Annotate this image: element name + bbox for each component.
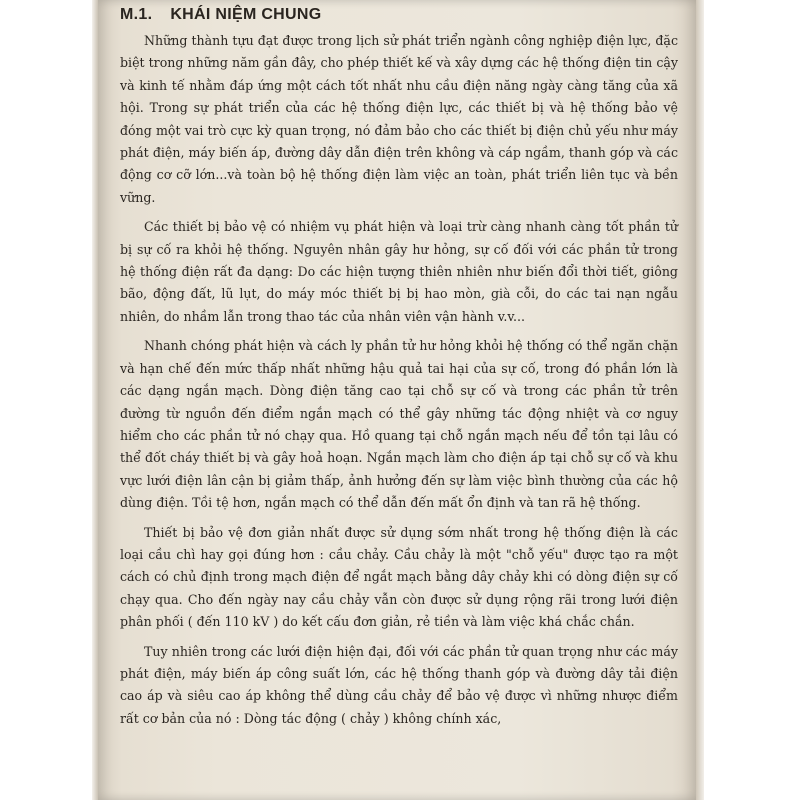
section-number: M.1. [120, 6, 153, 23]
paragraph-5: Tuy nhiên trong các lưới điện hiện đại, đối với các phần tử quan trọng như các máy phát điện, máy biến áp công suất lớn, các hệ thống thanh góp và đường dây tải điện cao áp và siêu cao áp không thể dùng cầu chảy để bảo vệ được vì những nhược điểm rất cơ bản của nó : Dòng tác động ( chảy ) không chính xác, [120, 643, 678, 726]
paragraph-2: Các thiết bị bảo vệ có nhiệm vụ phát hiện và loại trừ càng nhanh càng tốt phần tử bị sự cố ra khỏi hệ thống. Nguyên nhân gây hư hỏng, sự cố đối với các phần tử trong hệ thống điện rất đa dạng: Do các hiện tượng thiên nhiên như biến đổi thời tiết, giông bão, động đất, lũ lụt, do máy móc thiết bị bị hao mòn, già cỗi, do các tai nạn ngẫu nhiên, do nhầm lẫn trong thao tác của nhân viên vận hành v.v... [120, 219, 678, 324]
section-heading [120, 6, 678, 24]
book-page [98, 0, 696, 800]
paragraph-4: Thiết bị bảo vệ đơn giản nhất được sử dụng sớm nhất trong hệ thống điện là các loại cầu chì hay gọi đúng hơn : cầu chảy. Cầu chảy là một "chỗ yếu" được tạo ra một cách có chủ định trong mạch điện để ngắt mạch bằng dây chảy khi có dòng điện sự cố chạy qua. Cho đến ngày nay cầu chảy vẫn còn được sử dụng rộng rãi trong lưới điện phân phối ( đến 110 kV ) do kết cấu đơn giản, rẻ tiền và làm việc khá chắc chắn. [120, 524, 678, 630]
page-content [120, 6, 678, 730]
paragraph-3: Nhanh chóng phát hiện và cách ly phần tử hư hỏng khỏi hệ thống có thể ngăn chặn và hạn chế đến mức thấp nhất những hậu quả tai hại của sự cố, trong đó phần lớn là các dạng ngắn mạch. Dòng điện tăng cao tại chỗ sự cố và trong các phần tử trên đường từ nguồn đến điểm ngắn mạch có thể gây những tác động nhiệt và cơ nguy hiểm cho các phần tử nó chạy qua. Hồ quang tại chỗ ngắn mạch nếu để tồn tại lâu có thể đốt cháy thiết bị và gây hoả hoạn. Ngắn mạch làm cho điện áp tại chỗ sự cố và khu vực lưới điện lân cận bị giảm thấp, ảnh hưởng đến sự làm việc bình thường của các hộ dùng điện. Tồi tệ hơn, ngắn mạch có thể dẫn đến mất ổn định và tan rã hệ thống. [120, 338, 678, 511]
paragraph-1: Những thành tựu đạt được trong lịch sử phát triển ngành công nghiệp điện lực, đặc biệt trong những năm gần đây, cho phép thiết kế và xây dựng các hệ thống điện tin cậy và kinh tế nhằm đáp ứng một cách tốt nhất nhu cầu điện năng ngày càng tăng của xã hội. Trong sự phát triển của các hệ thống điện lực, các thiết bị và hệ thống bảo vệ đóng một vai trò cực kỳ quan trọng, nó đảm bảo cho các thiết bị điện chủ yếu như máy phát điện, máy biến áp, đường dây dẫn điện trên không và cáp ngầm, thanh góp và các động cơ cỡ lớn...và toàn bộ hệ thống điện làm việc an toàn, phát triển liên tục và bền vững. [120, 33, 678, 205]
section-title: KHÁI NIỆM CHUNG [170, 6, 322, 23]
page-edge-right [696, 0, 704, 800]
